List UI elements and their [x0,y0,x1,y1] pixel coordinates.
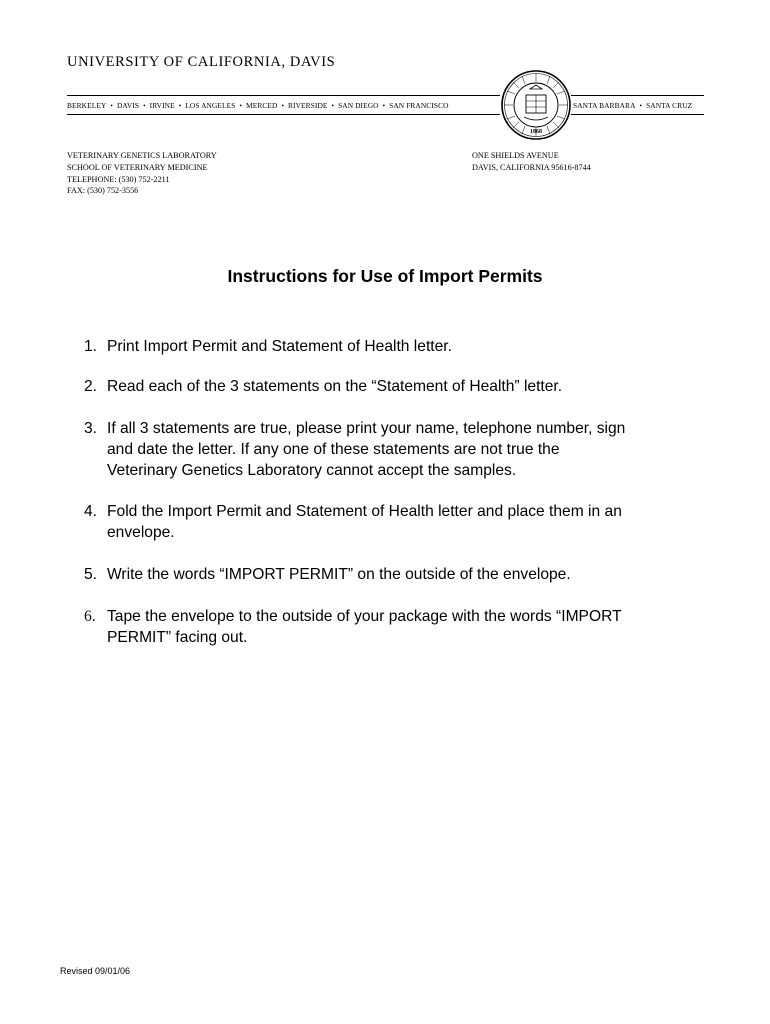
instruction-step [84,418,714,481]
campus-name: SAN FRANCISCO [389,101,449,110]
campus-name: RIVERSIDE [288,101,328,110]
campus-name: SANTA CRUZ [646,101,693,110]
address-line: ONE SHIELDS AVENUE [472,151,559,160]
step-text: Fold the Import Permit and Statement of Health letter and place them in an envelope. [107,503,622,541]
header-rule-top-right [571,95,704,96]
seal-year: 1868 [530,129,542,135]
step-text: Print Import Permit and Statement of Health letter. [107,338,452,355]
instruction-step [84,501,714,543]
lab-address-block [67,150,217,197]
address-line: TELEPHONE: (530) 752-2211 [67,174,170,184]
instruction-step [84,376,714,397]
header-rule-bottom-left [67,114,500,115]
step-number: 1. [84,338,98,355]
step-text: Read each of the 3 statements on the “Statement of Health” letter. [107,378,563,395]
campus-name: DAVIS [116,101,140,110]
address-line: FAX: (530) 752-3556 [67,186,139,196]
campus-list-right: SANTA BARBARA • SANTA CRUZ [573,101,693,110]
instruction-step [84,606,714,648]
address-line: VETERINARY GENETICS LABORATORY [67,151,217,160]
step-number: 3. [84,420,98,437]
campus-list-left: BERKELEY • DAVIS • IRVINE • LOS ANGELES • MERCED • RIVERSIDE • SAN DIEGO • SAN FRANCISCO [67,101,449,110]
document-title: Instructions for Use of Import Permits [227,266,543,286]
step-number: 2. [84,378,98,395]
step-number: 5. [84,566,98,583]
instruction-step [84,336,714,357]
revision-date: Revised 09/01/06 [60,966,131,976]
campus-name: BERKELEY [67,101,107,110]
street-address-block [472,150,591,174]
address-line: DAVIS, CALIFORNIA 95616-8744 [472,162,591,172]
campus-name: SAN DIEGO [338,101,379,110]
step-text: Write the words “IMPORT PERMIT” on the outside of the envelope. [107,566,571,583]
instruction-step [84,564,714,585]
university-seal-icon [500,69,572,141]
step-text: If all 3 statements are true, please print your name, telephone number, sign and date the letter. If any one of these statements are not true the Veterinary Genetics Laboratory cannot accept the samples. [107,420,626,479]
address-line: SCHOOL OF VETERINARY MEDICINE [67,162,208,172]
step-text: Tape the envelope to the outside of your package with the words “IMPORT PERMIT” facing out. [107,608,622,646]
campus-name: SANTA BARBARA [573,101,636,110]
campus-name: MERCED [246,101,278,110]
header-rule-bottom-right [571,114,704,115]
campus-name: IRVINE [149,101,175,110]
header-rule-top-left [67,95,500,96]
step-number: 6. [84,608,96,625]
university-name: UNIVERSITY OF CALIFORNIA, DAVIS [67,54,336,70]
campus-name: LOS ANGELES [185,101,236,110]
step-number: 4. [84,503,98,520]
